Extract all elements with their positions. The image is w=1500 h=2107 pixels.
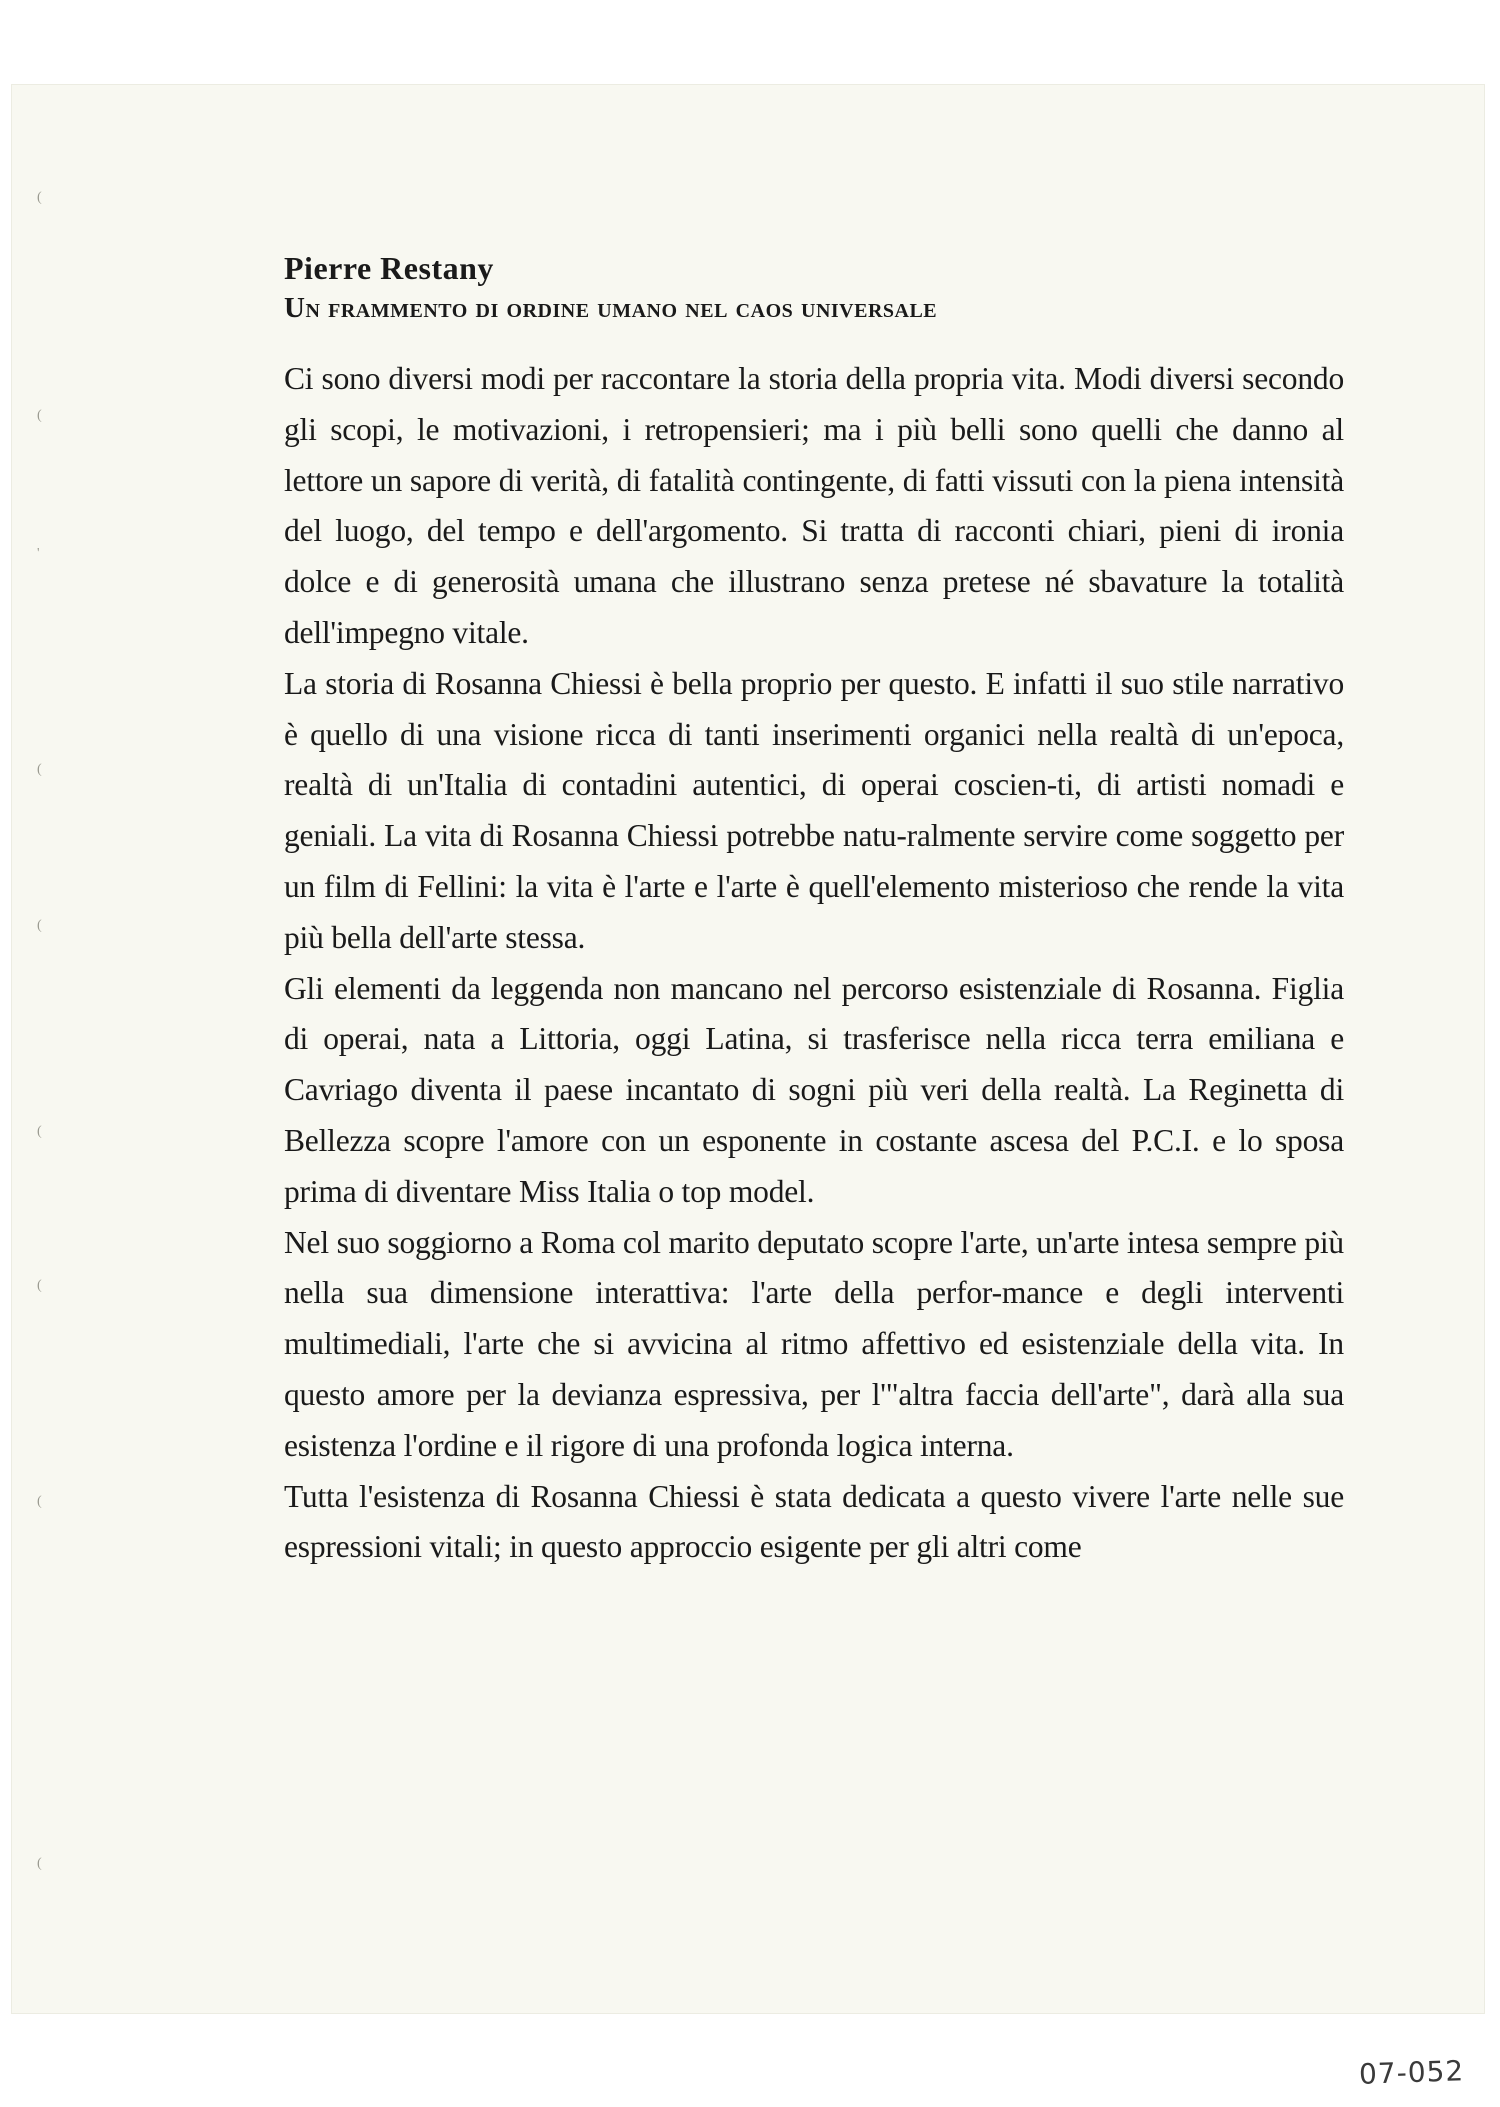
margin-mark: ' <box>37 546 40 561</box>
article-title: Un frammento di ordine umano nel caos universale <box>284 292 938 324</box>
paragraph: La storia di Rosanna Chiessi è bella proprio per questo. E infatti il suo stile narrativo è quello di una visione ricca di tanti inserimenti organici nella realtà di un'epoca, realtà di un'Italia di contadini autentici, di operai coscien-ti, di artisti nomadi e geniali. La vita di Rosanna Chiessi potrebbe natu-ralmente servire come soggetto per un film di Fellini: la vita è l'arte e l'arte è quell'elemento misterioso che rende la vita più bella dell'arte stessa. <box>284 665 1344 955</box>
archive-code: 07-052 <box>1358 2054 1465 2091</box>
margin-mark: ( <box>37 1856 42 1871</box>
paragraph: Nel suo soggiorno a Roma col marito deputato scopre l'arte, un'arte intesa sempre più nella sua dimensione interattiva: l'arte della perfor-mance e degli interventi multimediali, l'arte che si avvicina al ritmo affettivo ed esistenziale della vita. In questo amore per la devianza espressiva, per l'"altra faccia dell'arte", darà alla sua esistenza l'ordine e il rigore di una profonda logica interna. <box>284 1224 1344 1463</box>
paragraph: Ci sono diversi modi per raccontare la storia della propria vita. Modi diversi secondo gli scopi, le motivazioni, i retropensieri; ma i più belli sono quelli che danno al lettore un sapore di verità, di fatalità contingente, di fatti vissuti con la piena intensità del luogo, del tempo e dell'argomento. Si tratta di racconti chiari, pieni di ironia dolce e di generosità umana che illustrano senza pretese né sbavature la totalità dell'impegno vitale. <box>284 361 1344 650</box>
author-name: Pierre Restany <box>284 250 494 286</box>
margin-mark: ( <box>37 408 42 423</box>
margin-mark: ( <box>37 190 42 205</box>
article-body <box>284 354 1344 1573</box>
margin-mark: ( <box>37 918 42 933</box>
margin-mark: ( <box>37 1494 42 1509</box>
paragraph: Tutta l'esistenza di Rosanna Chiessi è stata dedicata a questo vivere l'arte nelle sue espressioni vitali; in questo approccio esigente per gli altri come <box>284 1478 1344 1565</box>
margin-mark: ( <box>37 762 42 777</box>
article <box>284 248 1344 1573</box>
margin-mark: ( <box>37 1124 42 1139</box>
paragraph: Gli elementi da leggenda non mancano nel percorso esistenziale di Rosanna. Figlia di operai, nata a Littoria, oggi Latina, si trasferisce nella ricca terra emiliana e Cavriago diventa il paese incantato di sogni più veri della realtà. La Reginetta di Bellezza scopre l'amore con un esponente in costante ascesa del P.C.I. e lo sposa prima di diventare Miss Italia o top model. <box>284 970 1344 1209</box>
margin-mark: ( <box>37 1278 42 1293</box>
